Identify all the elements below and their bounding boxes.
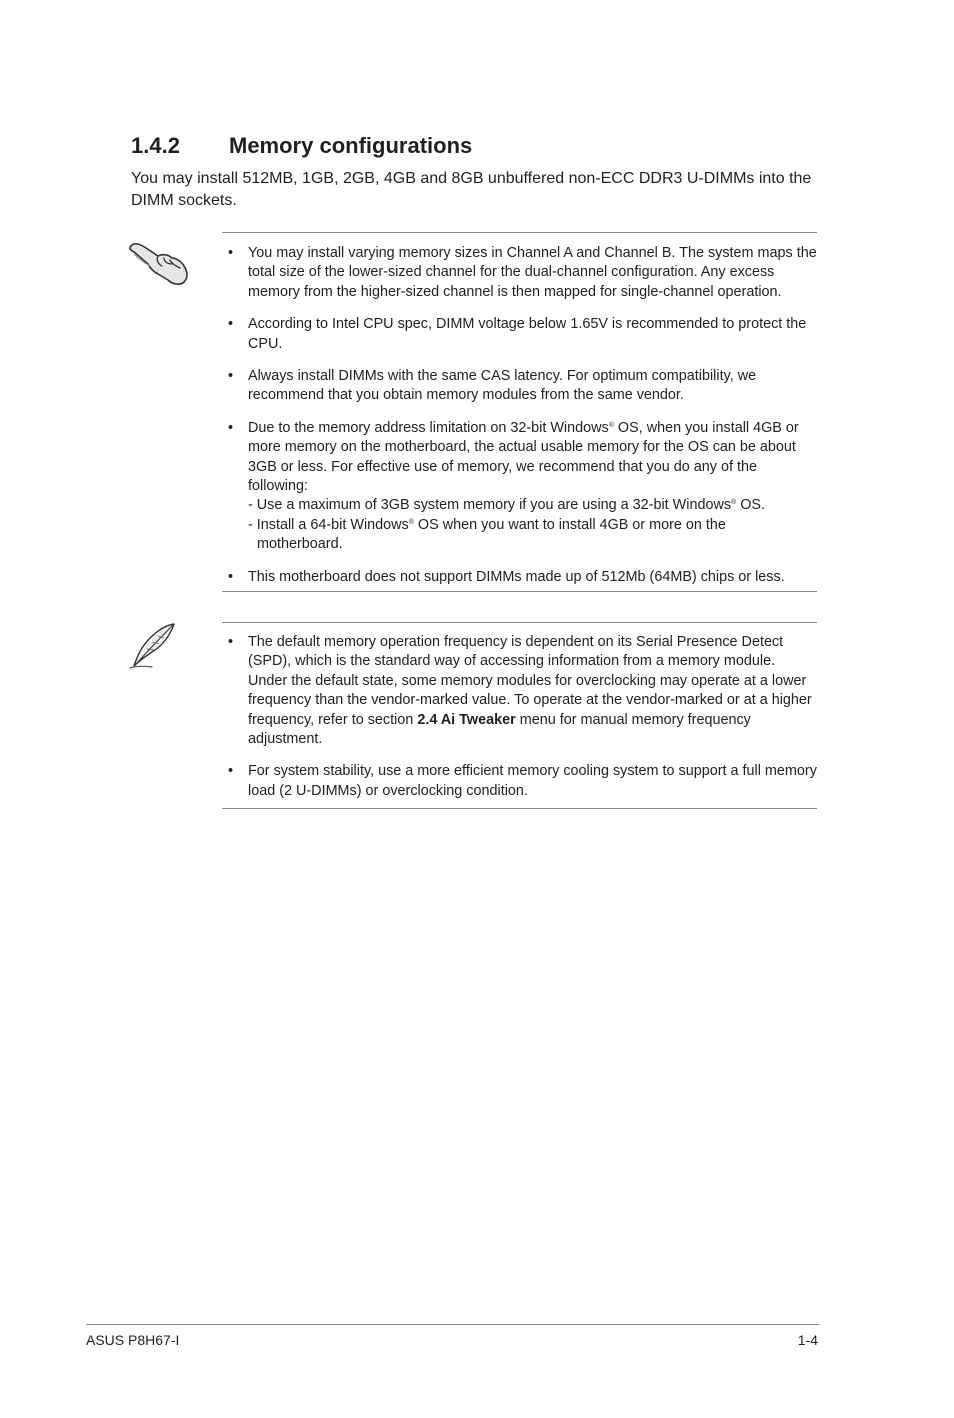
bullet: • (228, 316, 234, 333)
section-number: 1.4.2 (131, 133, 180, 158)
sub-item: - Install a 64-bit Windows® OS when you want to install 4GB or more on the (248, 516, 726, 533)
info-list (222, 633, 817, 801)
list-item (222, 633, 817, 749)
bullet: • (228, 568, 234, 585)
list-item (222, 367, 817, 406)
list-item (222, 244, 817, 302)
footer-page-number: 1-4 (797, 1332, 818, 1348)
caution-notes-box (222, 232, 817, 592)
section-title: Memory configurations (229, 133, 473, 158)
sub-item-continuation: motherboard. (257, 536, 343, 553)
footer-product-name: ASUS P8H67-I (86, 1332, 180, 1348)
registered-mark: ® (408, 518, 414, 526)
pointing-hand-icon (128, 236, 192, 286)
list-item-text: The default memory operation frequency is dependent on its Serial Presence Detect (SPD), which is the standard way of accessing information from a memory module. Under the default state, some memory modules for overclocking may operate at a lower frequency than the vendor-marked value. To operate at the vendor-marked or at a higher frequency, refer to section 2.4 Ai Tweaker menu for manual memory frequency adjustment. (248, 634, 812, 748)
section-heading (131, 132, 472, 160)
list-item (222, 419, 817, 555)
registered-mark: ® (731, 499, 737, 507)
bullet: • (228, 368, 234, 385)
registered-mark: ® (608, 421, 614, 429)
bullet: • (228, 634, 234, 650)
quill-pen-icon (128, 622, 178, 670)
list-item (222, 568, 817, 587)
section-reference: 2.4 Ai Tweaker (417, 711, 516, 728)
list-item-text: You may install varying memory sizes in Channel A and Channel B. The system maps the total size of the lower-sized channel for the dual-channel configuration. Any excess memory from the higher-sized channel is then mapped for single-channel operation. (248, 245, 817, 300)
list-item-text: According to Intel CPU spec, DIMM voltage below 1.65V is recommended to protect the CPU. (248, 316, 807, 352)
info-notes-box (222, 622, 817, 809)
list-item (222, 762, 817, 801)
caution-list (222, 244, 817, 587)
list-item (222, 315, 817, 354)
bullet: • (228, 763, 234, 780)
sub-item: - Use a maximum of 3GB system memory if you are using a 32-bit Windows® OS. (248, 497, 766, 514)
list-item-text: For system stability, use a more efficient memory cooling system to support a full memory load (2 U-DIMMs) or overclocking condition. (248, 763, 817, 799)
intro-paragraph: You may install 512MB, 1GB, 2GB, 4GB and 8GB unbuffered non-ECC DDR3 U-DIMMs into the DIMM sockets. (131, 170, 812, 209)
list-item-text: Always install DIMMs with the same CAS latency. For optimum compatibility, we recommend that you obtain memory modules from the same vendor. (248, 368, 757, 404)
footer-divider (86, 1324, 819, 1325)
bullet: • (228, 245, 234, 261)
bullet: • (228, 419, 234, 436)
list-item-text: Due to the memory address limitation on 32-bit Windows® OS, when you install 4GB or more memory on the motherboard, the actual usable memory for the OS can be about 3GB or less. For effective use of memory, we recommend that you do any of the following: - Use a maximum of 3GB system memory if you are using a 32-bit Windows® OS. - Install a 64-bit Windows® OS when you want to install 4GB or more on the motherboard. (248, 420, 817, 555)
list-item-text: This motherboard does not support DIMMs made up of 512Mb (64MB) chips or less. (248, 568, 785, 585)
